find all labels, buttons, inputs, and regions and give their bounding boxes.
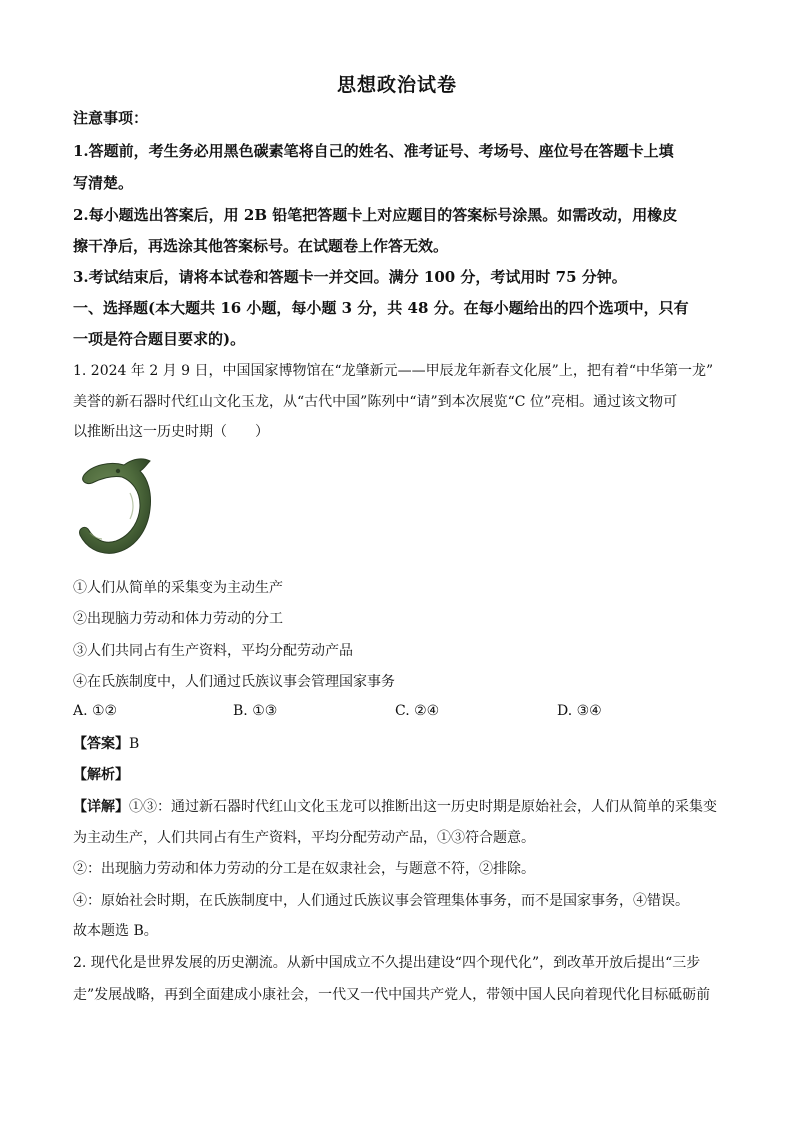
section-heading: 一、选择题(本大题共 16 小题，每小题 3 分，共 48 分。在每小题给出的四个选项中，只有 [73, 299, 689, 317]
q1-option-b: B. ①③ [233, 703, 278, 719]
q1-conclusion: 故本题选 B。 [73, 923, 158, 939]
q1-analysis [73, 764, 129, 784]
note-item-2: 2.每小题选出答案后，用 2B 铅笔把答题卡上对应题目的答案标号涂黑。如需改动，用橡皮 [73, 206, 678, 224]
note-item-2-cont: 擦干净后，再选涂其他答案标号。在试题卷上作答无效。 [73, 237, 449, 255]
q1-option-a: A. ①② [73, 703, 118, 719]
q1-detail-cont: 为主动生产，人们共同占有生产资料，平均分配劳动产品，①③符合题意。 [73, 830, 535, 846]
note-item-1-cont: 写清楚。 [73, 174, 134, 192]
note-item-3: 3.考试结束后，请将本试卷和答题卡一并交回。满分 100 分，考试用时 75 分钟。 [73, 268, 627, 286]
q1-stem-end: 以推断出这一历史时期（ ） [73, 424, 269, 440]
q1-statement-1: ①人们从简单的采集变为主动生产 [73, 580, 283, 596]
q1-stem-cont: 美誉的新石器时代红山文化玉龙，从“古代中国”陈列中“请”到本次展览“C 位”亮相。通过该文物可 [73, 394, 678, 410]
q1-option-c: C. ②④ [395, 703, 440, 719]
answer-value: B [129, 736, 140, 752]
section-heading-cont: 一项是符合题目要求的)。 [73, 330, 246, 348]
notes-heading: 注意事项： [73, 109, 149, 127]
q1-option-d: D. ③④ [557, 703, 602, 719]
q1-stem: 1. 2024 年 2 月 9 日，中国国家博物馆在“龙肇新元——甲辰龙年新春文化展”上，把有着“中华第一龙” [73, 363, 714, 379]
q1-statement-4: ④在氏族制度中，人们通过氏族议事会管理国家事务 [73, 674, 395, 690]
detail-text: ①③：通过新石器时代红山文化玉龙可以推断出这一历史时期是原始社会，人们从简单的采集变 [129, 799, 717, 815]
detail-label: 【详解】 [73, 799, 129, 815]
page-title: 思想政治试卷 [336, 74, 457, 96]
q1-detail-3: ④：原始社会时期，在氏族制度中，人们通过氏族议事会管理集体事务，而不是国家事务，④错误。 [73, 893, 689, 909]
q2-stem: 2. 现代化是世界发展的历史潮流。从新中国成立不久提出建设“四个现代化”，到改革开放后提出“三步 [73, 955, 701, 971]
q1-detail [73, 796, 717, 816]
q1-detail-2: ②：出现脑力劳动和体力劳动的分工是在奴隶社会，与题意不符，②排除。 [73, 861, 535, 877]
q1-statement-2: ②出现脑力劳动和体力劳动的分工 [73, 611, 283, 627]
answer-label: 【答案】 [73, 736, 129, 752]
analysis-label: 【解析】 [73, 767, 129, 783]
jade-dragon-image [70, 453, 156, 557]
q2-stem-cont: 走”发展战略，再到全面建成小康社会，一代又一代中国共产党人，带领中国人民向着现代化目标砥砺前 [73, 987, 711, 1003]
q1-answer [73, 733, 139, 753]
q1-statement-3: ③人们共同占有生产资料，平均分配劳动产品 [73, 643, 353, 659]
note-item-1: 1.答题前，考生务必用黑色碳素笔将自己的姓名、准考证号、考场号、座位号在答题卡上填 [73, 142, 674, 160]
